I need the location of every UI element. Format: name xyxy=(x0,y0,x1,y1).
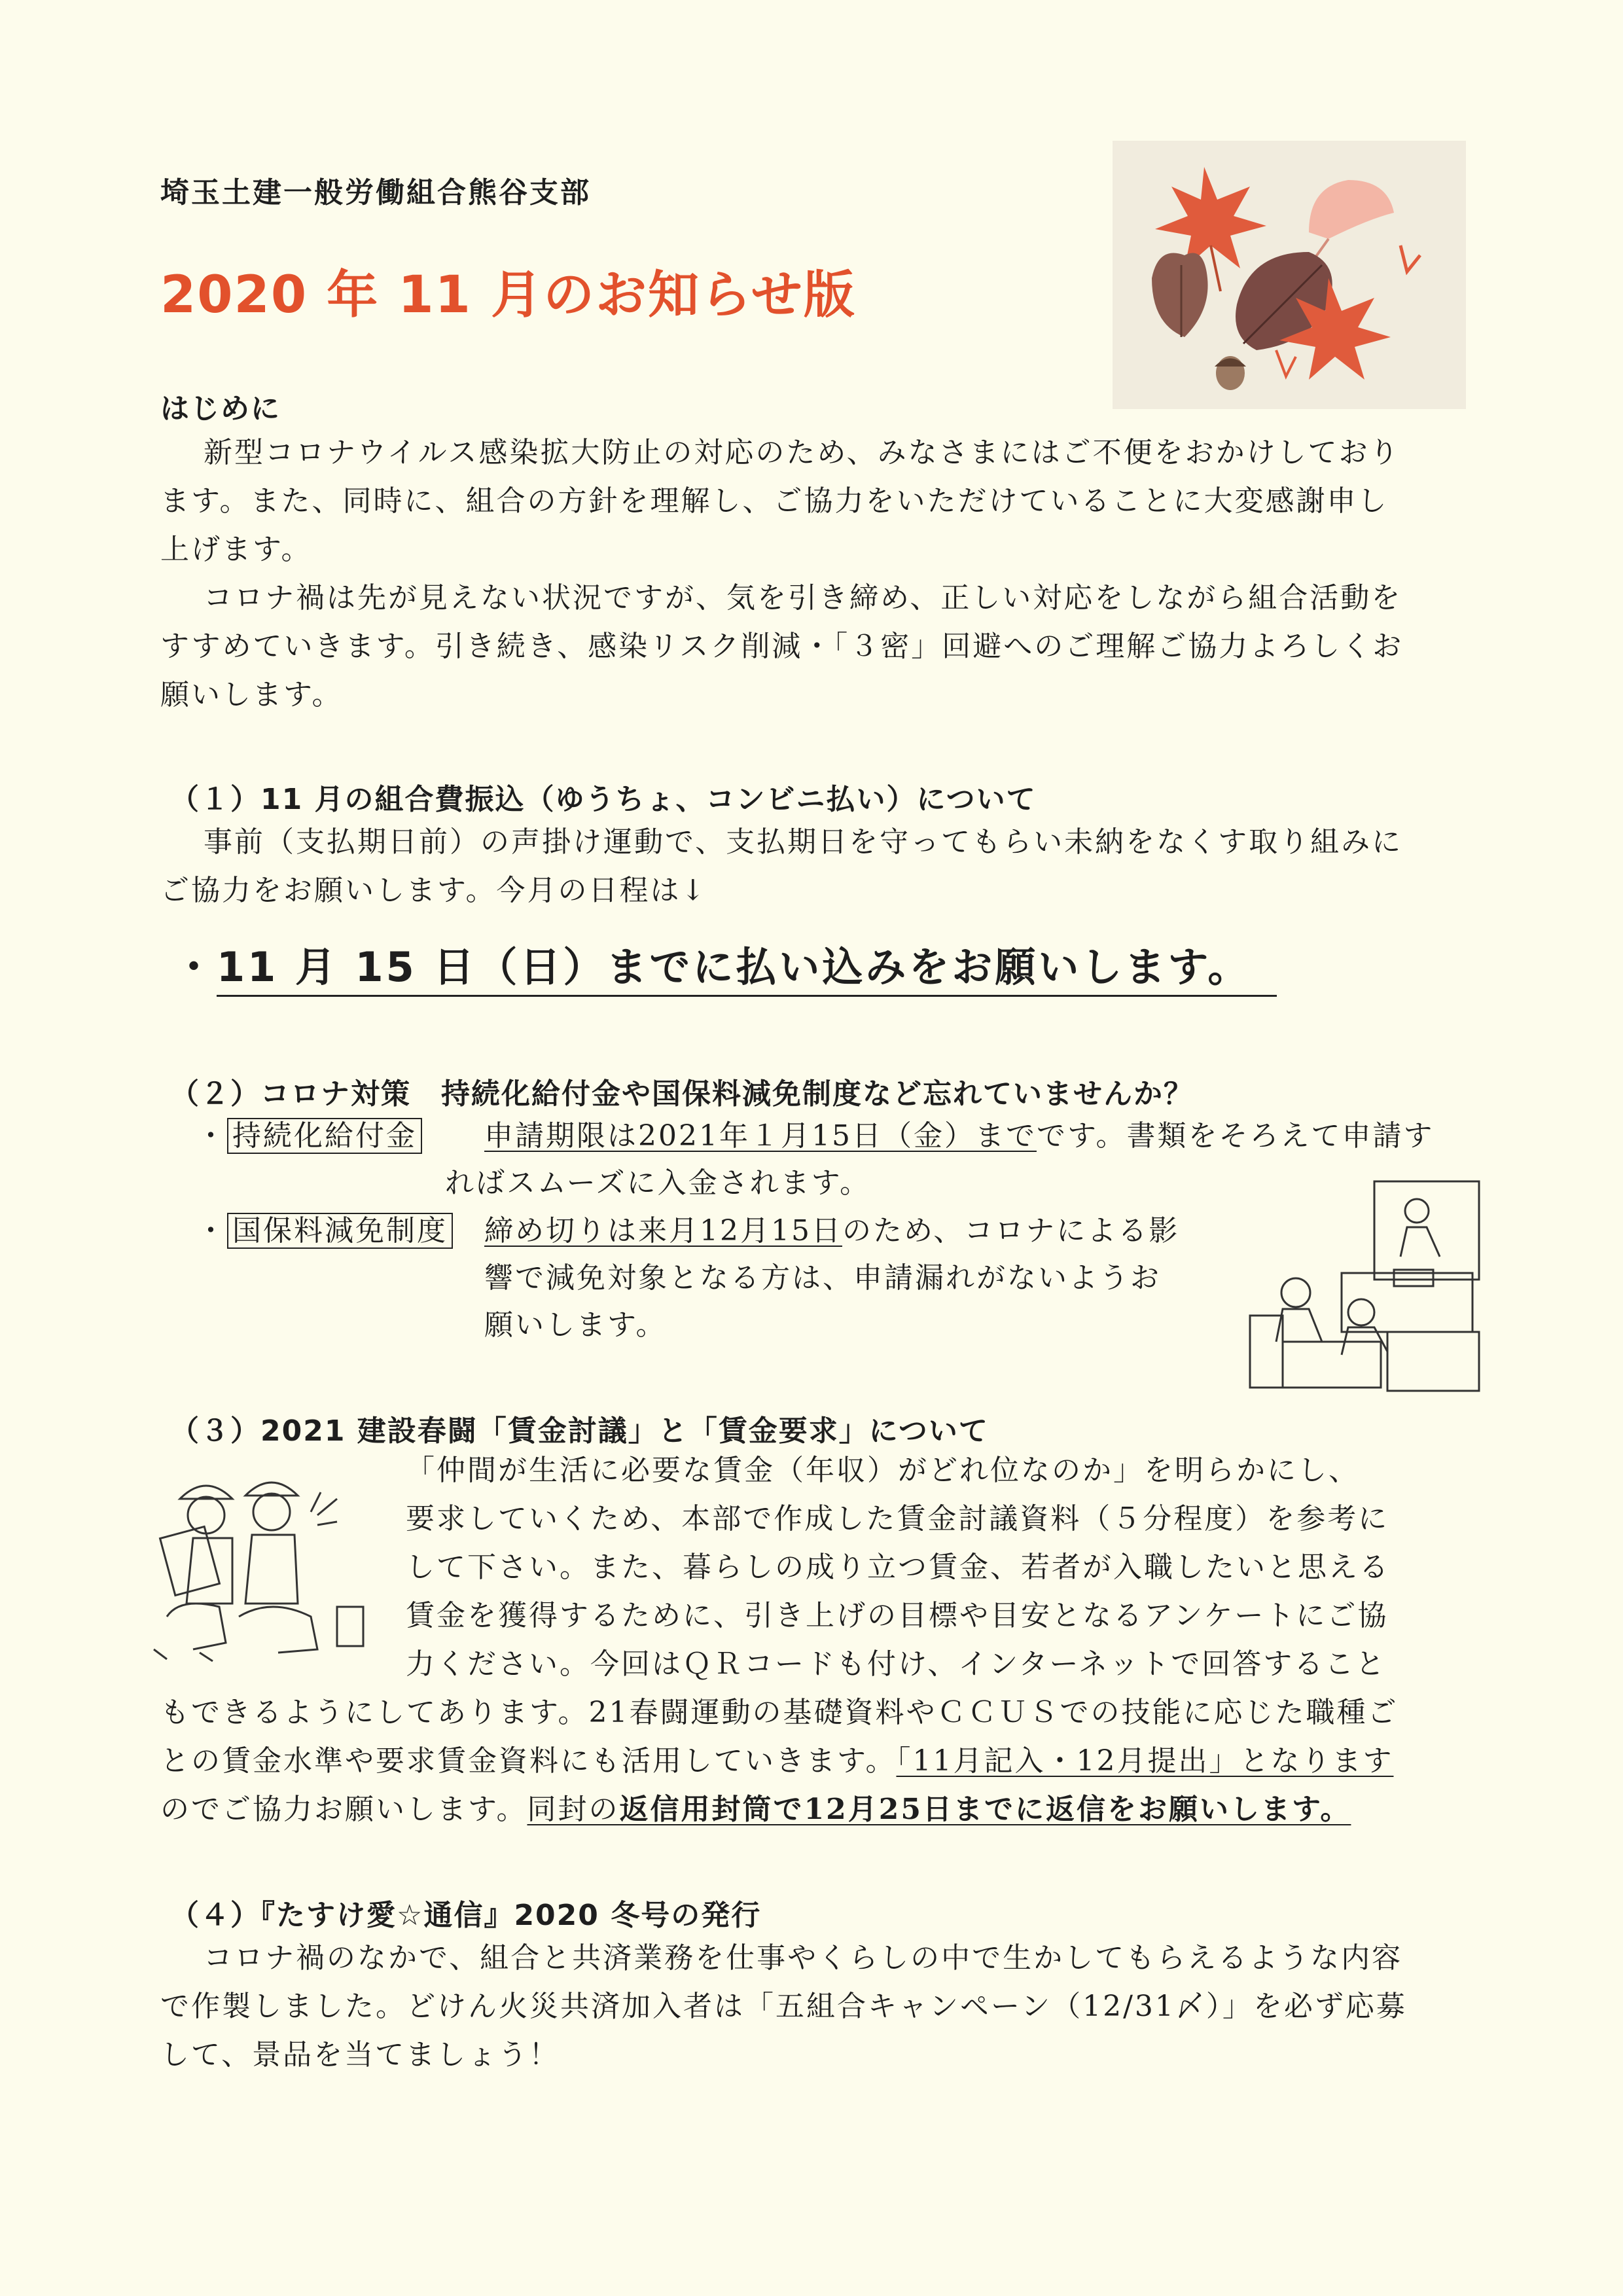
section1-line1: 事前（支払期日前）の声掛け運動で、支払期日を守ってもらい未納をなくす取り組みに xyxy=(204,825,1403,859)
section4-heading: （４）『たすけ愛☆通信』2020 冬号の発行 xyxy=(170,1899,762,1932)
intro-para1-line1: 新型コロナウイルス感染拡大防止の対応のため、みなさまにはご不便をおかけしており xyxy=(204,436,1400,469)
organization-name: 埼玉土建一般労働組合熊谷支部 xyxy=(160,176,591,209)
section3-heading: （３）2021 建設春闘「賃金討議」と「賃金要求」について xyxy=(170,1414,989,1448)
item2-label-box: 国保料減免制度 xyxy=(227,1213,453,1249)
bullet: ・ xyxy=(173,943,217,991)
enclosed-label: 同封の xyxy=(527,1793,620,1826)
section4-line2: で作製しました。どけん火災共済加入者は「五組合キャンペーン（12/31〆）」を必ず応募 xyxy=(160,1990,1407,2023)
section3-line1: 「仲間が生活に必要な賃金（年収）がどれ位なのか」を明らかにし、 xyxy=(406,1454,1359,1487)
intro-body xyxy=(160,429,1476,719)
item2-line2: 響で減免対象となる方は、申請漏れがないようお xyxy=(484,1261,1161,1295)
section3-line8-text: のでご協力お願いします。 xyxy=(160,1793,527,1826)
return-deadline: 返信用封筒で12月25日までに返信をお願いします。 xyxy=(619,1793,1351,1826)
section3-line6: もできるようにしてあります。21春闘運動の基礎資料やＣＣＵＳでの技能に応じた職種ご xyxy=(160,1696,1399,1729)
section3-line8 xyxy=(160,1785,1398,1834)
section1-line2: ご協力をお願いします。今月の日程は↓ xyxy=(160,874,707,907)
section3-body-full xyxy=(160,1689,1398,1834)
section3-line4: 賃金を獲得するために、引き上げの目標や目安となるアンケートにご協 xyxy=(406,1599,1389,1632)
item2-rest: のため、コロナによる影 xyxy=(842,1214,1180,1247)
section3-line2: 要求していくため、本部で作成した賃金討議資料（５分程度）を参考に xyxy=(406,1502,1389,1535)
section1-heading: （１）11 月の組合費振込（ゆうちょ、コンビニ払い）について xyxy=(170,783,1037,816)
section4-line1: コロナ禍のなかで、組合と共済業務を仕事やくらしの中で生かしてもらえるような内容 xyxy=(204,1941,1403,1975)
section3-line3: して下さい。また、暮らしの成り立つ賃金、若者が入職したいと思える xyxy=(406,1551,1390,1584)
section3-body-wrapped xyxy=(406,1446,1390,1689)
item1-rest: です。書類をそろえて申請す xyxy=(1036,1119,1435,1153)
section4-body xyxy=(160,1934,1476,2079)
autumn-leaves-illustration xyxy=(1113,141,1466,409)
section3-line7 xyxy=(160,1737,1398,1785)
section3-line5: 力ください。今回はＱＲコードも付け、インターネットで回答すること xyxy=(406,1647,1387,1681)
intro-para1-line3: 上げます。 xyxy=(160,533,312,566)
section3-line7-text: との賃金水準や要求賃金資料にも活用していきます。 xyxy=(160,1744,897,1778)
page-title: 2020 年 11 月のお知らせ版 xyxy=(160,266,856,325)
item1-deadline: 申請期限は2021年１月15日（金）まで xyxy=(484,1119,1037,1153)
payment-deadline-notice xyxy=(173,935,1277,993)
item1-line2: ればスムーズに入金されます。 xyxy=(445,1166,871,1200)
survey-schedule: 「11月記入・12月提出」となります xyxy=(896,1744,1394,1778)
item2-deadline: 締め切りは来月12月15日 xyxy=(484,1214,842,1247)
workers-reading-illustration xyxy=(141,1466,373,1662)
office-consultation-illustration xyxy=(1243,1178,1486,1394)
intro-para2-line3: 願いします。 xyxy=(160,678,343,711)
section2-item1-text xyxy=(484,1113,1434,1160)
section2-item1: ・ 持続化給付金 xyxy=(196,1113,422,1160)
item1-label-box: 持続化給付金 xyxy=(227,1118,422,1154)
payment-deadline-text: 11 月 15 日（日）までに払い込みをお願いします。 xyxy=(217,943,1277,997)
section1-body xyxy=(160,818,1476,915)
intro-para2-line2: すすめていきます。引き続き、感染リスク削減・「３密」回避へのご理解ご協力よろしくお xyxy=(160,630,1404,663)
intro-heading: はじめに xyxy=(160,392,281,425)
section2-heading: （２）コロナ対策 持続化給付金や国保料減免制度など忘れていませんか？ xyxy=(170,1077,1194,1111)
section2-item2: ・ 国保料減免制度 xyxy=(196,1208,453,1255)
intro-para2-line1: コロナ禍は先が見えない状況ですが、気を引き締め、正しい対応をしながら組合活動を xyxy=(204,581,1402,615)
intro-para1-line2: ます。また、同時に、組合の方針を理解し、ご協力をいただけていることに大変感謝申し xyxy=(160,484,1389,518)
section2-item2-text xyxy=(484,1208,1179,1255)
section4-line3: して、景品を当てましょう！ xyxy=(160,2038,560,2072)
item2-line3: 願いします。 xyxy=(484,1308,667,1342)
